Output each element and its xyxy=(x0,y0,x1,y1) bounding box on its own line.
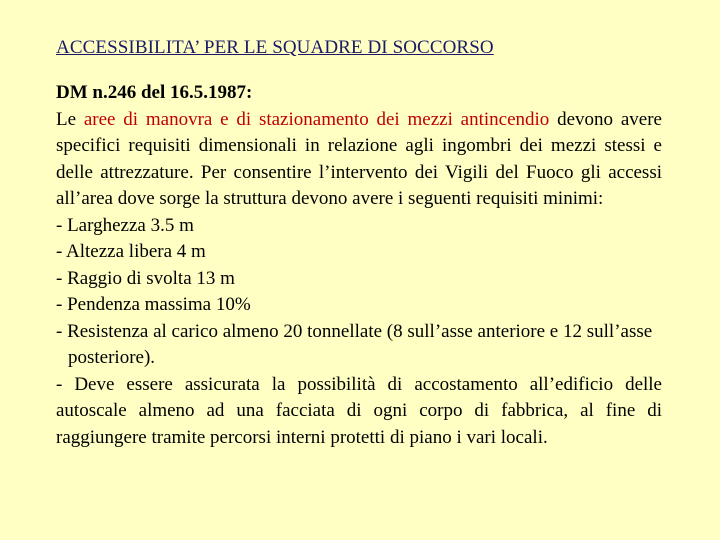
slide-body xyxy=(56,80,662,451)
slide-title: ACCESSIBILITA’ PER LE SQUADRE DI SOCCORSO xyxy=(56,37,494,58)
requirement-width: - Larghezza 3.5 m xyxy=(56,214,194,236)
requirement-turning-radius: - Raggio di svolta 13 m xyxy=(56,267,235,289)
decree-reference: DM n.246 del 16.5.1987: xyxy=(56,82,253,103)
requirement-load: - Resistenza al carico almeno 20 tonnellate (8 sull’asse anteriore e 12 sull’asse posteriore). xyxy=(56,320,653,368)
intro-prefix: Le xyxy=(56,108,84,130)
requirement-ladder-access: - Deve essere assicurata la possibilità di accostamento all’edificio delle autoscale almeno ad una facciata di ogni corpo di fabbrica, al fine di raggiungere tramite percorsi interni protetti di piano i vari locali. xyxy=(56,373,662,448)
requirement-slope: - Pendenza massima 10% xyxy=(56,294,251,315)
highlighted-phrase: aree di manovra e di stazionamento dei mezzi antincendio xyxy=(83,108,550,130)
intro-paragraph xyxy=(56,107,662,213)
intro-rest: devono avere specifici requisiti dimensionali in relazione agli ingombri dei mezzi stessi e delle attrezzature. Per consentire l’intervento dei Vigili del Fuoco gli accessi all’area dove sorge la struttura devono avere i seguenti requisiti minimi: xyxy=(56,108,662,209)
requirement-height: - Altezza libera 4 m xyxy=(56,241,206,262)
